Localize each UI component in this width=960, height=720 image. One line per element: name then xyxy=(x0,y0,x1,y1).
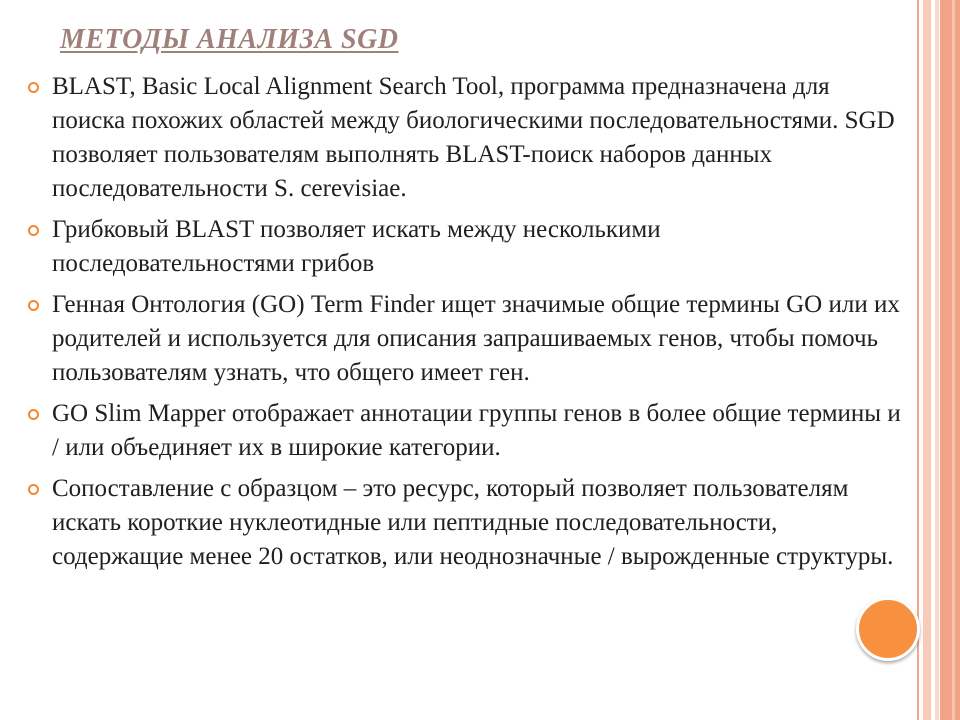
bullet-circle-icon xyxy=(28,409,39,420)
bullet-circle-icon xyxy=(28,225,39,236)
bullet-item xyxy=(28,472,908,574)
bullet-text: Грибковый BLAST позволяет искать между несколькими последовательностями грибов xyxy=(52,216,661,277)
slide-title: МЕТОДЫ АНАЛИЗА SGD xyxy=(60,24,399,55)
bullet-circle-icon xyxy=(28,82,39,93)
decor-stripe-edge xyxy=(952,0,955,720)
decor-stripe-light xyxy=(923,0,931,720)
decor-circle xyxy=(856,597,920,661)
bullet-item xyxy=(28,397,908,465)
bullet-item xyxy=(28,213,908,281)
bullet-list xyxy=(28,70,908,581)
bullet-text: GO Slim Mapper отображает аннотации группы генов в более общие термины и / или объединяет их в широкие категории. xyxy=(52,400,901,461)
decor-stripe-dark xyxy=(940,0,960,720)
decor-stripe-thin xyxy=(917,0,919,720)
decor-stripe-pale xyxy=(935,0,939,720)
bullet-text: Генная Онтология (GO) Term Finder ищет значимые общие термины GO или их родителей и используется для описания запрашиваемых генов, чтобы помочь пользователям узнать, что общего имеет ген. xyxy=(52,291,900,386)
bullet-item xyxy=(28,288,908,390)
bullet-circle-icon xyxy=(28,300,39,311)
bullet-text: BLAST, Basic Local Alignment Search Tool, программа предназначена для поиска похожих областей между биологическими последовательностями. SGD позволяет пользователям выполнять BLAST-поиск наборов данных последовательности S. cerevisiae. xyxy=(52,73,895,202)
bullet-circle-icon xyxy=(28,484,39,495)
bullet-text: Сопоставление с образцом – это ресурс, который позволяет пользователям искать короткие нуклеотидные или пептидные последовательности, содержащие менее 20 остатков, или неоднозначные / вырожденные структуры. xyxy=(52,475,894,570)
bullet-item xyxy=(28,70,908,206)
